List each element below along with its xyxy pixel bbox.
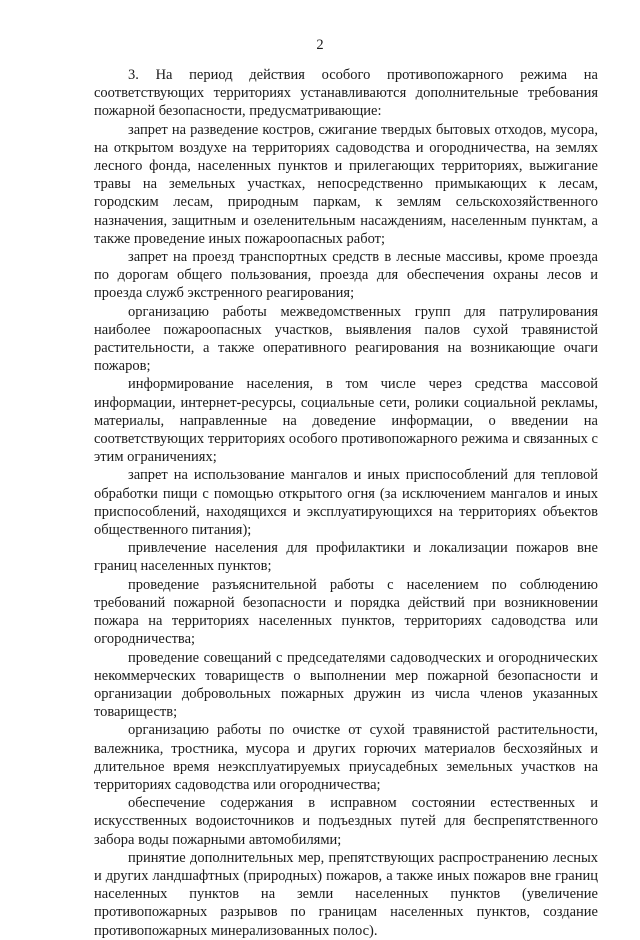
paragraph-public-information: информирование населения, в том числе через средства массовой информации, интернет-ресурсы, социальные сети, ролики социальной рекламы, материалы, направленные на доведение информации, о введении на соответствующих территориях особого противопожарного режима и связанных с этим ограничениях; bbox=[94, 376, 598, 466]
paragraph-cleanup: организацию работы по очистке от сухой травянистой растительности, валежника, тростника, мусора и других горючих материалов бесхозяйных и длительное время неэксплуатируемых приусадебных земельных участков на территориях садоводства или огородничества; bbox=[94, 722, 598, 793]
paragraph-intro: 3. На период действия особого противопожарного режима на соответствующих территориях устанавливаются дополнительные требования пожарной безопасности, предусматривающие: bbox=[94, 67, 598, 120]
paragraph-patrol-groups: организацию работы межведомственных групп для патрулирования наиболее пожароопасных участков, выявления палов сухой травянистой растительности, а также оперативного реагирования на возникающие очаги пожаров; bbox=[94, 303, 598, 375]
paragraph-outreach: проведение разъяснительной работы с населением по соблюдению требований пожарной безопасности и порядка действий при возникновении пожара на территориях населенных пунктов, территориях садоводства или огородничества; bbox=[94, 576, 598, 648]
paragraph-grill-ban: запрет на использование мангалов и иных приспособлений для тепловой обработки пищи с помощью открытого огня (за исключением мангалов и иных приспособлений, находящихся и эксплуатирующихся на территориях объектов общественного питания); bbox=[94, 467, 598, 539]
paragraph-water-sources: обеспечение содержания в исправном состоянии естественных и искусственных водоисточников и подъездных путей для беспрепятственного забора воды пожарными автомобилями; bbox=[94, 795, 598, 848]
paragraph-population-involvement: привлечение населения для профилактики и локализации пожаров вне границ населенных пунктов; bbox=[94, 540, 598, 575]
paragraph-vehicle-ban: запрет на проезд транспортных средств в лесные массивы, кроме проезда по дорогам общего пользования, проезда для обеспечения охраны лесов и проезда служб экстренного реагирования; bbox=[94, 249, 598, 302]
paragraph-meetings: проведение совещаний с председателями садоводческих и огороднических некоммерческих товариществ о выполнении мер пожарной безопасности и организации добровольных пожарных дружин из числа членов указанных товариществ; bbox=[94, 649, 598, 721]
page-number: 2 bbox=[316, 37, 324, 53]
paragraph-fire-ban: запрет на разведение костров, сжигание твердых бытовых отходов, мусора, на открытом воздухе на территориях садоводства и огородничества, на землях лесного фонда, населенных пунктов и прилегающих территориях, выжигание травы на земельных участках, непосредственно примыкающих к лесам, городским лесам, природным паркам, к землям сельскохозяйственного назначения, защитным и озеленительным насаждениям, населенным пунктам, а также проведение иных пожароопасных работ; bbox=[94, 121, 598, 247]
document-body bbox=[94, 66, 598, 940]
paragraph-additional-measures: принятие дополнительных мер, препятствующих распространению лесных и других ландшафтных (природных) пожаров, а также иных пожаров вне границ населенных пунктов на земли населенных пунктов (увеличение противопожарных разрывов по границам населенных пунктов, создание противопожарных минерализованных полос). bbox=[94, 849, 598, 939]
